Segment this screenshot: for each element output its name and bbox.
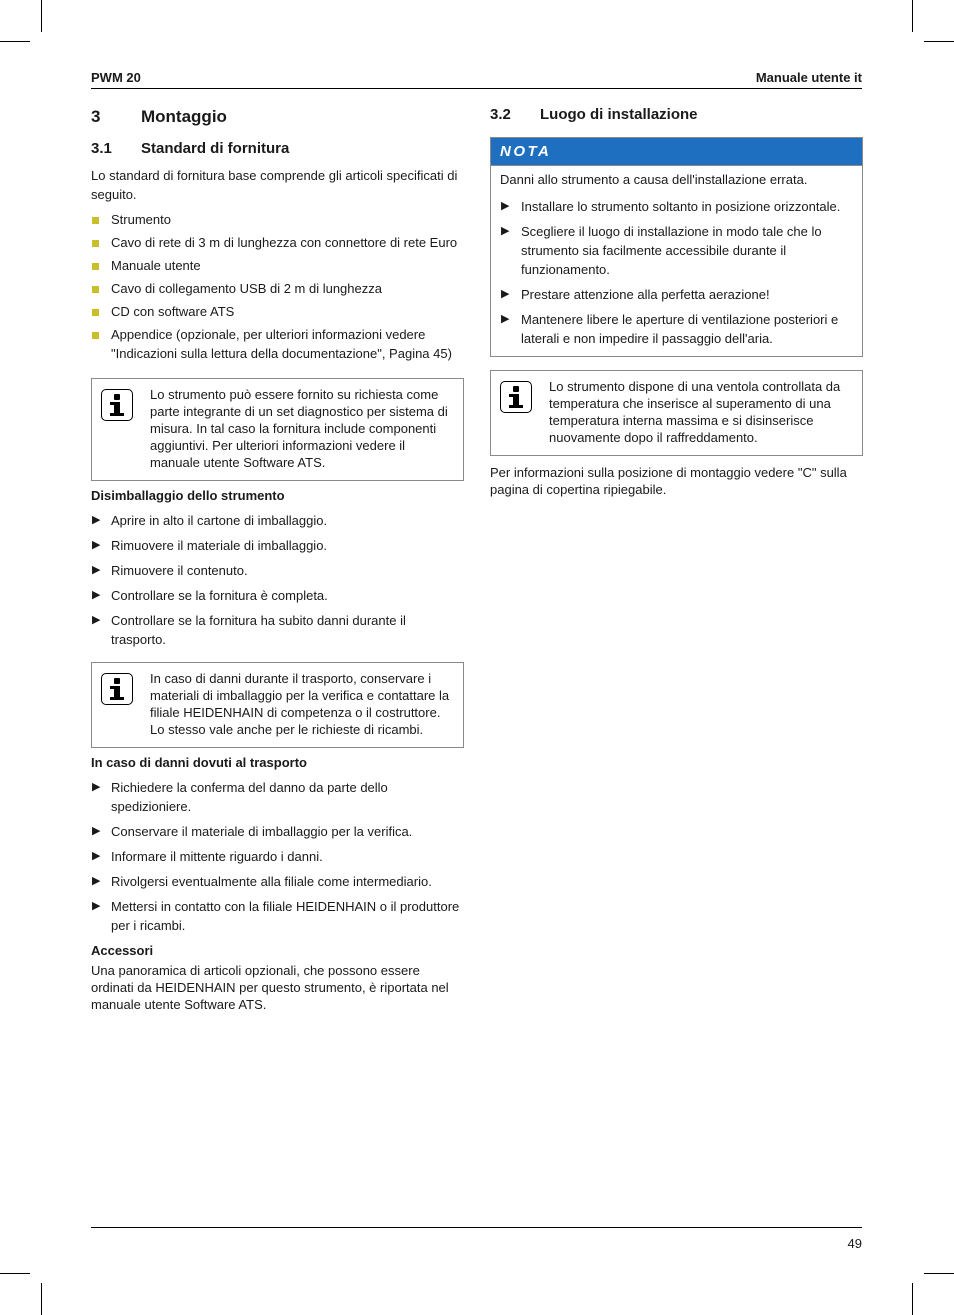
info-note-text: Lo strumento può essere fornito su richiesta come parte integrante di un set diagnostico per sistema di misura. In tal caso la fornitura include componenti aggiuntivi. Per ulteriori informazioni vedere il manuale utente Software ATS.: [150, 387, 448, 470]
section-number: 3.1: [91, 140, 112, 157]
step-item: ▶ Rivolgersi eventualmente alla filiale come intermediario.: [92, 874, 432, 889]
info-note: [91, 378, 464, 481]
crop-mark: [924, 1273, 954, 1274]
step-item: ▶ Scegliere il luogo di installazione in modo tale che lo strumento sia facilmente accessibile durante il funzionamento.: [501, 224, 822, 277]
supply-list: [91, 210, 464, 363]
step-item: ▶ Richiedere la conferma del danno da parte dello spedizioniere.: [92, 780, 388, 814]
step-item: ▶ Conservare il materiale di imballaggio per la verifica.: [92, 824, 413, 839]
nota-label: NOTA: [491, 138, 862, 166]
header-manual-title: Manuale utente it: [755, 70, 862, 85]
list-item: Cavo di rete di 3 m di lunghezza con connettore di rete Euro: [91, 233, 464, 252]
step-item: ▶ Rimuovere il contenuto.: [92, 563, 248, 578]
nota-notice: [490, 137, 863, 357]
installation-reference: Per informazioni sulla posizione di montaggio vedere "C" sulla pagina di copertina ripiegabile.: [490, 465, 847, 497]
crop-mark: [912, 1283, 913, 1315]
triangle-right-icon: ▶: [501, 288, 510, 300]
chapter-number: 3: [91, 107, 101, 126]
crop-mark: [0, 41, 30, 42]
crop-mark: [0, 1273, 30, 1274]
info-note-text: Lo strumento dispone di una ventola controllata da temperatura che inserisce al superamento di una temperatura interna massima e si disinserisce nuovamente dopo il raffreddamento.: [549, 379, 841, 445]
list-item: CD con software ATS: [91, 302, 464, 321]
info-note: [91, 662, 464, 748]
page-number: 49: [847, 1236, 862, 1251]
info-note: [490, 370, 863, 456]
info-icon: [101, 673, 133, 705]
step-item: ▶ Mantenere libere le aperture di ventilazione posteriori e laterali e non impedire il passaggio dell'aria.: [501, 312, 839, 346]
list-item: Appendice (opzionale, per ulteriori informazioni vedere "Indicazioni sulla lettura della documentazione", Pagina 45): [91, 325, 464, 363]
accessories-text: Una panoramica di articoli opzionali, che possono essere ordinati da HEIDENHAIN per questo strumento, è riportata nel manuale utente Software ATS.: [91, 963, 449, 1012]
page-footer: [91, 1227, 862, 1251]
triangle-right-icon: ▶: [501, 313, 510, 325]
triangle-right-icon: ▶: [92, 825, 101, 837]
crop-mark: [41, 0, 42, 32]
triangle-right-icon: ▶: [92, 514, 101, 526]
info-icon: [500, 381, 532, 413]
damage-steps: [91, 778, 464, 935]
triangle-right-icon: ▶: [92, 850, 101, 862]
unpack-steps: [91, 511, 464, 649]
step-item: ▶ Aprire in alto il cartone di imballaggio.: [92, 513, 328, 528]
step-item: ▶ Rimuovere il materiale di imballaggio.: [92, 538, 328, 553]
list-item: Strumento: [91, 210, 464, 229]
accessories-heading: Accessori: [91, 943, 154, 958]
nota-steps: [500, 197, 852, 348]
page-header: [91, 68, 862, 89]
crop-mark: [41, 1283, 42, 1315]
triangle-right-icon: ▶: [92, 900, 101, 912]
chapter-heading: [91, 104, 464, 130]
crop-mark: [912, 0, 913, 32]
section-title: Luogo di installazione: [540, 106, 698, 123]
step-item: ▶ Installare lo strumento soltanto in posizione orizzontale.: [501, 199, 841, 214]
info-icon: [101, 389, 133, 421]
list-item: Cavo di collegamento USB di 2 m di lunghezza: [91, 279, 464, 298]
section-title: Standard di fornitura: [141, 140, 290, 157]
list-item: Manuale utente: [91, 256, 464, 275]
header-product: PWM 20: [91, 70, 141, 85]
step-item: ▶ Mettersi in contatto con la filiale HEIDENHAIN o il produttore per i ricambi.: [92, 899, 460, 933]
crop-mark: [924, 41, 954, 42]
unpack-heading: Disimballaggio dello strumento: [91, 488, 285, 503]
step-item: ▶ Controllare se la fornitura è completa.: [92, 588, 328, 603]
section-heading: [490, 104, 863, 126]
triangle-right-icon: ▶: [92, 539, 101, 551]
section-number: 3.2: [490, 106, 511, 123]
triangle-right-icon: ▶: [92, 589, 101, 601]
supply-intro: Lo standard di fornitura base comprende gli articoli specificati di seguito.: [91, 168, 458, 202]
triangle-right-icon: ▶: [501, 200, 510, 212]
triangle-right-icon: ▶: [501, 225, 510, 237]
triangle-right-icon: ▶: [92, 614, 101, 626]
triangle-right-icon: ▶: [92, 875, 101, 887]
nota-intro: Danni allo strumento a causa dell'installazione errata.: [500, 172, 808, 187]
right-column: [490, 104, 863, 498]
step-item: ▶ Controllare se la fornitura ha subito danni durante il trasporto.: [92, 613, 406, 647]
damage-heading: In caso di danni dovuti al trasporto: [91, 755, 307, 770]
triangle-right-icon: ▶: [92, 564, 101, 576]
info-note-text: In caso di danni durante il trasporto, conservare i materiali di imballaggio per la verifica e contattare la filiale HEIDENHAIN di competenza o il costruttore. Lo stesso vale anche per le richieste di ricambi.: [150, 671, 450, 737]
chapter-title: Montaggio: [141, 107, 227, 126]
step-item: ▶ Informare il mittente riguardo i danni.: [92, 849, 323, 864]
left-column: [91, 104, 464, 1013]
section-heading: [91, 138, 464, 160]
triangle-right-icon: ▶: [92, 781, 101, 793]
step-item: ▶ Prestare attenzione alla perfetta aerazione!: [501, 287, 770, 302]
